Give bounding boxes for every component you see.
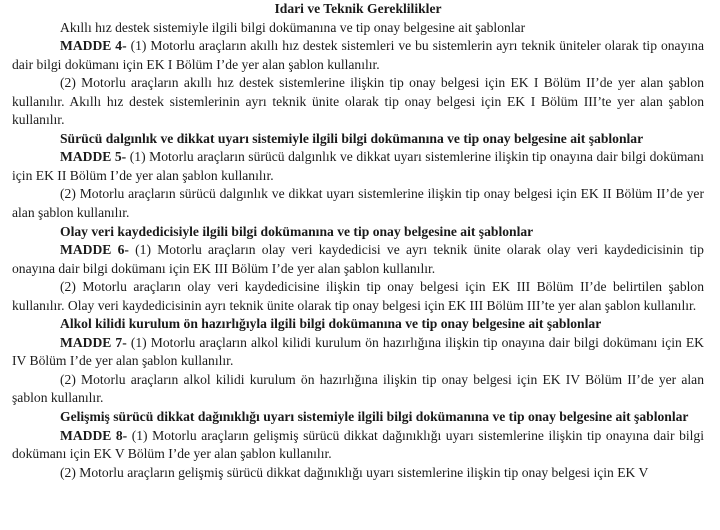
article-5-paragraph-2: (2) Motorlu araçların sürücü dalgınlık ve dikkat uyarı sistemlerine ilişkin tip onay belgesi için EK II Bölüm II’de yer alan şablon kullanılır.	[12, 186, 704, 221]
article-number: MADDE 8-	[60, 427, 128, 443]
document-page	[12, 0, 704, 482]
article-text: (1) Motorlu araçların sürücü dalgınlık ve dikkat uyarı sistemlerine ilişkin tip onayına dair bilgi dokümanı için EK II Bölüm I’de yer alan şablon kullanılır.	[12, 149, 705, 183]
document-title: Idari ve Teknik Gereklilikler	[274, 1, 442, 16]
article-6-paragraph-1	[12, 241, 704, 278]
section-heading: Gelişmiş sürücü dikkat dağınıklığı uyarı sistemiyle ilgili bilgi dokümanına ve tip onay belgesine ait şablonlar	[60, 409, 689, 425]
article-number: MADDE 6-	[60, 242, 129, 258]
article-6-paragraph-2: (2) Motorlu araçların olay veri kaydedicisine ilişkin tip onay belgesi için EK III Bölüm II’de belirtilen şablon kullanılır. Olay veri kaydedicisinin ayrı teknik ünite olarak tip onay belgesi için EK III Bölüm III’te yer alan şablon kullanılır.	[12, 279, 704, 313]
article-5-paragraph-1	[12, 148, 704, 185]
article-7-paragraph-1	[12, 334, 704, 371]
article-number: MADDE 4-	[60, 38, 127, 54]
section-subheading: Akıllı hız destek sistemiyle ilgili bilgi dokümanına ve tip onay belgesine ait şablonlar	[60, 19, 526, 35]
article-text: (1) Motorlu araçların akıllı hız destek sistemleri ve bu sistemlerin ayrı teknik üniteler olarak tip onayına dair bilgi dokümanı için EK I Bölüm I’de yer alan şablon kullanılır.	[12, 38, 704, 72]
article-4-paragraph-1	[12, 37, 704, 74]
article-text: (1) Motorlu araçların alkol kilidi kurulum ön hazırlığına ilişkin tip onayına dair bilgi dokümanı için EK IV Bölüm I’de yer alan şablon kullanılır.	[12, 334, 704, 369]
article-text: (1) Motorlu araçların gelişmiş sürücü dikkat dağınıklığı uyarı sistemlerine ilişkin tip onayına dair bilgi dokümanı için EK V Bölüm I’de yer alan şablon kullanılır.	[12, 427, 704, 462]
article-number: MADDE 7-	[60, 334, 127, 350]
article-8-paragraph-2: (2) Motorlu araçların gelişmiş sürücü dikkat dağınıklığı uyarı sistemlerine ilişkin tip onay belgesi için EK V	[60, 464, 649, 480]
section-heading: Alkol kilidi kurulum ön hazırlığıyla ilgili bilgi dokümanına ve tip onay belgesine ait şablonlar	[60, 316, 602, 332]
section-heading: Olay veri kaydedicisiyle ilgili bilgi dokümanına ve tip onay belgesine ait şablonlar	[60, 223, 534, 239]
section-heading: Sürücü dalgınlık ve dikkat uyarı sistemiyle ilgili bilgi dokümanına ve tip onay belgesine ait şablonlar	[60, 130, 644, 146]
article-8-paragraph-1	[12, 427, 704, 464]
article-number: MADDE 5-	[60, 149, 127, 165]
article-text: (1) Motorlu araçların olay veri kaydedicisi ve ayrı teknik ünite olarak olay veri kaydedicisinin tip onayına dair bilgi dokümanı için EK III Bölüm I’de yer alan şablon kullanılır.	[12, 242, 704, 276]
article-4-paragraph-2: (2) Motorlu araçların akıllı hız destek sistemlerine ilişkin tip onay belgesi için EK I Bölüm II’de yer alan şablon kullanılır. Akıllı hız destek sistemlerinin ayrı teknik ünite olarak tip onay belgesi için EK I Bölüm III’te yer alan şablon kullanılır.	[12, 75, 704, 128]
article-7-paragraph-2: (2) Motorlu araçların alkol kilidi kurulum ön hazırlığına ilişkin tip onay belgesi için EK IV Bölüm II’de yer alan şablon kullanılır.	[12, 371, 704, 406]
